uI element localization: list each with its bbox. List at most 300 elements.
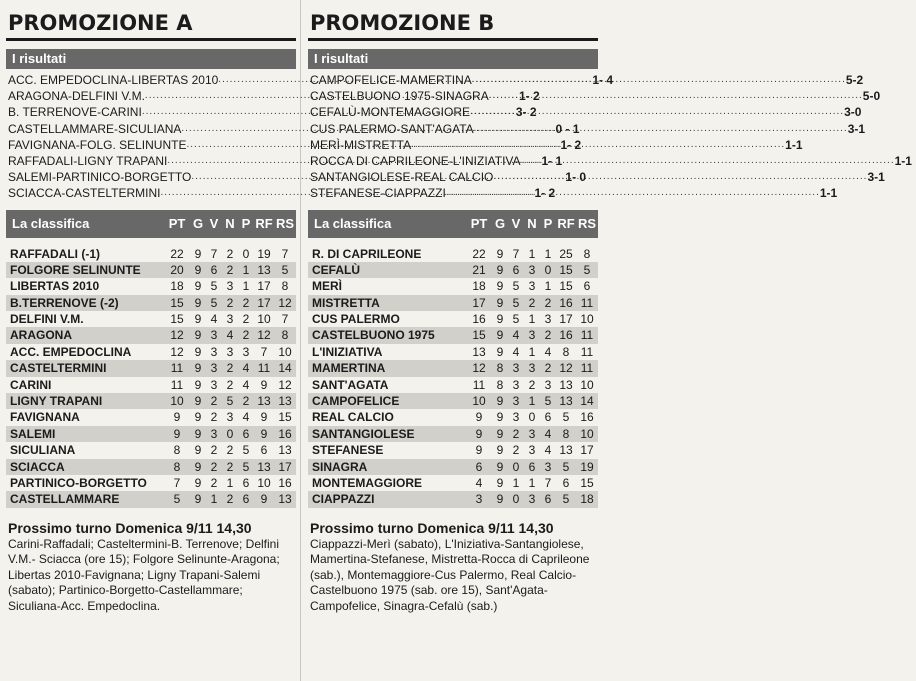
- team-name: CEFALÙ: [312, 262, 360, 277]
- losses: 2: [544, 361, 552, 376]
- goals-against: 10: [580, 426, 594, 441]
- standings-table: [6, 246, 296, 508]
- draws: 2: [528, 295, 536, 310]
- match-name: MERÌ-MISTRETTA: [310, 137, 412, 152]
- dot-leader: [472, 72, 846, 88]
- goals-against: 7: [281, 246, 289, 261]
- points: 9: [173, 410, 181, 425]
- col-header: V: [511, 215, 521, 231]
- played: 9: [194, 295, 202, 310]
- standings-row: [6, 278, 296, 294]
- points: 8: [173, 443, 181, 458]
- wins: 3: [210, 361, 218, 376]
- draws: 2: [226, 262, 234, 277]
- match-name: ACC. EMPEDOCLINA-LIBERTAS 2010: [8, 73, 219, 87]
- goals-for: 17: [559, 312, 573, 327]
- played: 9: [496, 262, 504, 277]
- match-score: 3- 2: [515, 105, 537, 120]
- wins: 3: [512, 394, 520, 409]
- goals-against: 7: [281, 312, 289, 327]
- next-round-title: Prossimo turno Domenica 9/11 14,30: [8, 519, 252, 536]
- result-row: [308, 88, 881, 104]
- goals-against: 12: [278, 377, 292, 392]
- wins: 2: [210, 475, 218, 490]
- points: 7: [173, 475, 181, 490]
- match-score: 3-1: [847, 121, 866, 136]
- standings-row: [6, 409, 296, 425]
- standings-header: [6, 210, 296, 238]
- points: 9: [475, 443, 483, 458]
- wins: 5: [512, 312, 520, 327]
- goals-against: 12: [278, 295, 292, 310]
- standings-row: [308, 246, 598, 262]
- goals-against: 16: [278, 475, 292, 490]
- col-header: N: [225, 215, 235, 231]
- losses: 1: [544, 246, 552, 261]
- goals-against: 10: [278, 344, 292, 359]
- team-name: LIGNY TRAPANI: [10, 394, 103, 409]
- played: 9: [496, 295, 504, 310]
- wins: 5: [512, 295, 520, 310]
- match-name: CEFALÙ-MONTEMAGGIORE: [310, 105, 471, 120]
- draws: 3: [528, 443, 536, 458]
- played: 9: [496, 279, 504, 294]
- draws: 1: [528, 312, 536, 327]
- next-round-fixtures: Ciappazzi-Merì (sabato), L'Iniziativa-Santangiolese, Mamertina-Stefanese, Mistretta-Rocca di Caprileone (sab.), Montemaggiore-Cus Palermo, Real Calcio-Castelbuono 1975 (sab. ore 15), Sant'Agata-Campofelice, Sinagra-Cefalù (sab.): [310, 536, 590, 613]
- draws: 3: [528, 328, 536, 343]
- goals-for: 6: [260, 443, 268, 458]
- draws: 3: [226, 312, 234, 327]
- goals-against: 11: [580, 361, 594, 376]
- played: 9: [194, 443, 202, 458]
- goals-for: 13: [257, 394, 271, 409]
- team-name: SANTANGIOLESE: [312, 426, 415, 441]
- draws: 1: [226, 475, 234, 490]
- team-name: B.TERRENOVE (-2): [10, 295, 119, 310]
- dot-leader: [411, 137, 785, 153]
- losses: 3: [544, 377, 552, 392]
- standings-row: [6, 344, 296, 360]
- losses: 2: [544, 295, 552, 310]
- goals-for: 11: [257, 361, 271, 376]
- team-name: CASTELTERMINI: [10, 361, 107, 376]
- goals-for: 16: [559, 328, 573, 343]
- goals-against: 5: [281, 262, 289, 277]
- goals-for: 15: [559, 262, 573, 277]
- losses: 4: [242, 410, 250, 425]
- draws: 3: [226, 410, 234, 425]
- team-name: MISTRETTA: [312, 295, 380, 310]
- team-name: R. DI CAPRILEONE: [312, 246, 422, 261]
- losses: 6: [242, 492, 250, 507]
- goals-for: 8: [562, 426, 570, 441]
- draws: 1: [528, 475, 536, 490]
- standings-row: [308, 278, 598, 294]
- points: 9: [475, 426, 483, 441]
- points: 8: [173, 459, 181, 474]
- losses: 1: [242, 279, 250, 294]
- wins: 4: [512, 328, 520, 343]
- points: 13: [472, 344, 486, 359]
- goals-for: 13: [559, 394, 573, 409]
- draws: 2: [226, 246, 234, 261]
- standings-header: [308, 210, 598, 238]
- played: 9: [496, 459, 504, 474]
- played: 9: [194, 492, 202, 507]
- wins: 4: [210, 312, 218, 327]
- played: 9: [496, 394, 504, 409]
- played: 9: [496, 328, 504, 343]
- standings-row: [6, 295, 296, 311]
- goals-for: 13: [559, 443, 573, 458]
- dot-leader: [489, 88, 863, 104]
- dot-leader: [470, 104, 844, 120]
- draws: 1: [528, 394, 536, 409]
- goals-for: 10: [257, 312, 271, 327]
- match-name: RAFFADALI-LIGNY TRAPANI: [8, 153, 168, 168]
- points: 9: [173, 426, 181, 441]
- wins: 6: [512, 262, 520, 277]
- standings-row: [6, 442, 296, 458]
- standings-row: [308, 311, 598, 327]
- points: 11: [170, 377, 184, 392]
- goals-against: 15: [278, 410, 292, 425]
- col-header: G: [192, 215, 204, 231]
- points: 20: [170, 262, 184, 277]
- team-name: MAMERTINA: [312, 361, 386, 376]
- col-header: N: [527, 215, 537, 231]
- points: 15: [170, 312, 184, 327]
- result-row: [308, 104, 862, 120]
- draws: 0: [226, 426, 234, 441]
- played: 9: [194, 279, 202, 294]
- goals-for: 5: [562, 410, 570, 425]
- section-title: PROMOZIONE B: [308, 8, 598, 41]
- standings-row: [308, 393, 598, 409]
- points: 22: [472, 246, 486, 261]
- match-name: STEFANESE-CIAPPAZZI: [310, 186, 446, 201]
- played: 9: [496, 344, 504, 359]
- goals-against: 16: [278, 426, 292, 441]
- wins: 3: [512, 410, 520, 425]
- standings-row: [308, 344, 598, 360]
- wins: 2: [210, 443, 218, 458]
- wins: 2: [210, 394, 218, 409]
- standings-row: [308, 426, 598, 442]
- goals-for: 12: [257, 328, 271, 343]
- promozione-b-section: [308, 0, 912, 614]
- match-name: SALEMI-PARTINICO-BORGETTO: [8, 170, 192, 185]
- team-name: PARTINICO-BORGETTO: [10, 475, 147, 490]
- played: 9: [496, 312, 504, 327]
- team-name: CASTELBUONO 1975: [312, 328, 435, 343]
- goals-for: 10: [257, 475, 271, 490]
- draws: 3: [226, 344, 234, 359]
- match-score: 1- 4: [592, 73, 614, 87]
- col-header: V: [209, 215, 219, 231]
- losses: 6: [544, 492, 552, 507]
- standings-row: [308, 409, 598, 425]
- draws: 3: [528, 426, 536, 441]
- goals-against: 13: [278, 492, 292, 507]
- result-row: [308, 169, 885, 185]
- result-row: [308, 137, 803, 153]
- played: 9: [496, 443, 504, 458]
- goals-for: 6: [562, 475, 570, 490]
- goals-for: 13: [257, 459, 271, 474]
- team-name: SINAGRA: [312, 459, 368, 474]
- losses: 4: [242, 377, 250, 392]
- goals-for: 17: [257, 279, 271, 294]
- wins: 1: [512, 475, 520, 490]
- goals-for: 8: [562, 344, 570, 359]
- match-score: 1-1: [785, 137, 803, 152]
- match-score: 1- 2: [518, 89, 540, 104]
- wins: 3: [210, 426, 218, 441]
- points: 12: [170, 344, 184, 359]
- col-header: RF: [557, 215, 575, 231]
- standings-row: [6, 459, 296, 475]
- goals-for: 5: [562, 459, 570, 474]
- standings-row: [6, 475, 296, 491]
- goals-against: 5: [583, 262, 591, 277]
- match-name: SCIACCA-CASTELTERMINI: [8, 186, 161, 201]
- draws: 3: [528, 492, 536, 507]
- team-name: ACC. EMPEDOCLINA: [10, 344, 132, 359]
- played: 9: [496, 475, 504, 490]
- goals-against: 11: [580, 328, 594, 343]
- team-name: ARAGONA: [10, 328, 72, 343]
- points: 9: [475, 410, 483, 425]
- draws: 2: [226, 443, 234, 458]
- played: 9: [194, 246, 202, 261]
- dot-leader: [474, 121, 848, 137]
- team-name: DELFINI V.M.: [10, 312, 84, 327]
- standings-label: La classifica: [314, 215, 392, 231]
- points: 16: [472, 312, 486, 327]
- col-header: PT: [470, 215, 488, 231]
- wins: 5: [512, 279, 520, 294]
- wins: 0: [512, 492, 520, 507]
- standings-row: [6, 311, 296, 327]
- played: 9: [496, 492, 504, 507]
- match-name: CASTELBUONO 1975-SINAGRA: [310, 89, 489, 104]
- losses: 6: [242, 426, 250, 441]
- match-name: CUS PALERMO-SANT'AGATA: [310, 121, 474, 136]
- team-name: STEFANESE: [312, 443, 384, 458]
- standings-table: [308, 246, 598, 508]
- dot-leader: [521, 153, 895, 169]
- losses: 7: [544, 475, 552, 490]
- points: 6: [475, 459, 483, 474]
- col-header: RS: [275, 215, 295, 231]
- goals-against: 14: [580, 394, 594, 409]
- draws: 2: [226, 295, 234, 310]
- team-name: SCIACCA: [10, 459, 65, 474]
- goals-for: 25: [559, 246, 573, 261]
- next-round-fixtures: Carini-Raffadali; Casteltermini-B. Terrenove; Delfini V.M.- Sciacca (ore 15); Folgore Selinunte-Aragona; Libertas 2010-Favignana; Ligny Trapani-Salemi (sabato); Partinico-Borgetto-Castellammare; Siculiana-Acc. Empedoclina.: [8, 536, 280, 613]
- col-header: P: [543, 215, 553, 231]
- team-name: SICULIANA: [10, 443, 76, 458]
- goals-against: 8: [281, 279, 289, 294]
- draws: 2: [226, 459, 234, 474]
- results-header: I risultati: [308, 49, 598, 69]
- played: 9: [496, 426, 504, 441]
- result-row: [308, 185, 838, 201]
- losses: 2: [544, 328, 552, 343]
- goals-for: 13: [257, 262, 271, 277]
- draws: 2: [226, 361, 234, 376]
- losses: 5: [242, 443, 250, 458]
- team-name: LIBERTAS 2010: [10, 279, 100, 294]
- played: 9: [194, 410, 202, 425]
- points: 12: [170, 328, 184, 343]
- team-name: CAMPOFELICE: [312, 394, 400, 409]
- played: 9: [194, 312, 202, 327]
- match-name: ROCCA DI CAPRILEONE-L'INIZIATIVA: [310, 153, 521, 168]
- played: 9: [194, 262, 202, 277]
- draws: 3: [226, 279, 234, 294]
- match-name: SANTANGIOLESE-REAL CALCIO: [310, 170, 494, 185]
- team-name: SALEMI: [10, 426, 56, 441]
- goals-for: 19: [257, 246, 271, 261]
- played: 9: [496, 246, 504, 261]
- goals-against: 8: [583, 246, 591, 261]
- standings-row: [308, 377, 598, 393]
- standings-label: La classifica: [12, 215, 90, 231]
- section-title: PROMOZIONE A: [6, 8, 296, 41]
- standings-row: [308, 475, 598, 491]
- wins: 5: [210, 279, 218, 294]
- losses: 2: [242, 295, 250, 310]
- match-score: 1- 2: [560, 137, 582, 152]
- goals-against: 16: [580, 410, 594, 425]
- losses: 6: [544, 410, 552, 425]
- standings-row: [308, 327, 598, 343]
- points: 11: [170, 361, 184, 376]
- goals-against: 11: [580, 344, 594, 359]
- played: 9: [496, 410, 504, 425]
- losses: 5: [242, 459, 250, 474]
- match-name: CASTELLAMMARE-SICULIANA: [8, 121, 182, 136]
- goals-against: 19: [580, 459, 594, 474]
- col-header: RS: [577, 215, 597, 231]
- wins: 0: [512, 459, 520, 474]
- next-round-title: Prossimo turno Domenica 9/11 14,30: [310, 519, 554, 536]
- standings-row: [6, 360, 296, 376]
- wins: 3: [210, 377, 218, 392]
- points: 5: [173, 492, 181, 507]
- losses: 4: [544, 426, 552, 441]
- played: 8: [496, 361, 504, 376]
- played: 8: [496, 377, 504, 392]
- played: 9: [194, 394, 202, 409]
- draws: 5: [226, 394, 234, 409]
- played: 9: [194, 344, 202, 359]
- match-score: 5-0: [862, 89, 881, 104]
- losses: 2: [242, 312, 250, 327]
- wins: 1: [210, 492, 218, 507]
- match-name: FAVIGNANA-FOLG. SELINUNTE: [8, 137, 187, 152]
- points: 12: [472, 361, 486, 376]
- match-score: 3-1: [867, 170, 885, 185]
- losses: 6: [242, 475, 250, 490]
- losses: 5: [544, 394, 552, 409]
- goals-for: 9: [260, 377, 268, 392]
- played: 9: [194, 459, 202, 474]
- team-name: CASTELLAMMARE: [10, 492, 120, 507]
- points: 18: [472, 279, 486, 294]
- losses: 1: [544, 279, 552, 294]
- team-name: CARINI: [10, 377, 52, 392]
- standings-row: [6, 393, 296, 409]
- standings-row: [6, 246, 296, 262]
- standings-row: [308, 491, 598, 507]
- goals-against: 14: [278, 361, 292, 376]
- losses: 3: [544, 459, 552, 474]
- wins: 2: [512, 426, 520, 441]
- points: 4: [475, 475, 483, 490]
- goals-against: 17: [580, 443, 594, 458]
- goals-against: 15: [580, 475, 594, 490]
- wins: 2: [512, 443, 520, 458]
- goals-for: 15: [559, 279, 573, 294]
- points: 18: [170, 279, 184, 294]
- goals-for: 9: [260, 410, 268, 425]
- points: 15: [472, 328, 486, 343]
- draws: 1: [528, 344, 536, 359]
- wins: 3: [512, 361, 520, 376]
- losses: 2: [242, 328, 250, 343]
- team-name: FAVIGNANA: [10, 410, 80, 425]
- played: 9: [194, 426, 202, 441]
- points: 15: [170, 295, 184, 310]
- match-score: 1- 0: [565, 170, 587, 185]
- match-name: B. TERRENOVE-CARINI: [8, 105, 142, 120]
- losses: 0: [544, 262, 552, 277]
- goals-against: 10: [580, 377, 594, 392]
- match-score: 1-1: [819, 186, 838, 201]
- match-score: 1- 1: [541, 153, 563, 168]
- match-score: 3-0: [844, 105, 862, 120]
- draws: 4: [226, 328, 234, 343]
- goals-for: 9: [260, 492, 268, 507]
- result-row: [308, 121, 866, 137]
- draws: 6: [528, 459, 536, 474]
- draws: 2: [226, 377, 234, 392]
- team-name: FOLGORE SELINUNTE: [10, 262, 141, 277]
- col-header: RF: [255, 215, 273, 231]
- goals-against: 18: [580, 492, 594, 507]
- standings-row: [308, 360, 598, 376]
- results-header: I risultati: [6, 49, 296, 69]
- team-name: SANT'AGATA: [312, 377, 389, 392]
- col-header: P: [241, 215, 251, 231]
- dot-leader: [446, 185, 820, 201]
- standings-row: [6, 262, 296, 278]
- team-name: L'INIZIATIVA: [312, 344, 383, 359]
- losses: 4: [242, 361, 250, 376]
- goals-against: 13: [278, 443, 292, 458]
- draws: 3: [528, 279, 536, 294]
- goals-for: 16: [559, 295, 573, 310]
- losses: 4: [544, 344, 552, 359]
- losses: 3: [544, 312, 552, 327]
- match-score: 1-1: [894, 153, 912, 168]
- points: 21: [472, 262, 486, 277]
- wins: 6: [210, 262, 218, 277]
- losses: 2: [242, 394, 250, 409]
